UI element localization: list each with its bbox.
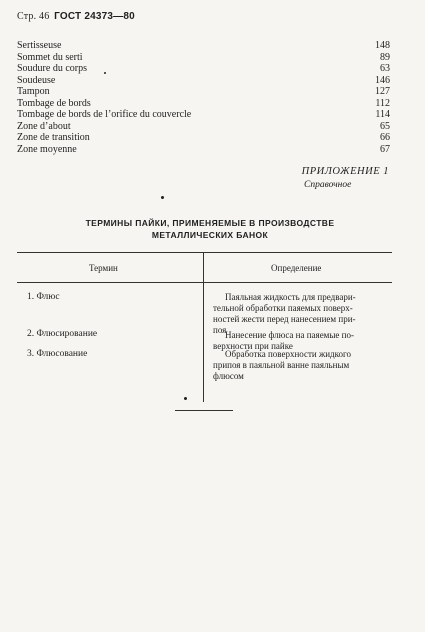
table-term: 3. Флюсование <box>27 349 88 359</box>
header-column-divider <box>203 252 204 282</box>
index-term: Zone de transition <box>17 132 90 143</box>
index-entry <box>17 132 390 144</box>
index-term: Soudeuse <box>17 74 56 86</box>
terms-table <box>17 252 392 402</box>
index-entry <box>17 121 390 133</box>
table-header-rule <box>17 282 392 283</box>
index-page: 127 <box>375 86 390 97</box>
index-term: Tampon <box>17 86 50 97</box>
standard-code: ГОСТ 24373—80 <box>54 11 135 22</box>
table-definition: Нанесение флюса на паяемые по- верхности при пайке <box>213 330 354 351</box>
index-term: Sertisseuse <box>17 40 62 51</box>
table-top-rule <box>17 252 392 253</box>
index-entry <box>17 63 390 75</box>
index-page: 114 <box>375 109 390 120</box>
index-list <box>17 40 390 155</box>
index-page: 148 <box>375 40 390 51</box>
appendix-title: ПРИЛОЖЕНИЕ 1 <box>301 166 389 177</box>
print-speck <box>104 72 106 74</box>
section-heading <box>60 217 360 241</box>
index-page: 146 <box>375 74 390 86</box>
index-page: 66 <box>380 132 390 143</box>
table-definition: Обработка поверхности жидкого припоя в паяльной ванне паяльным флюсом <box>213 349 351 381</box>
end-rule <box>175 410 233 411</box>
index-term: Zone moyenne <box>17 143 77 155</box>
index-term: Sommet du serti <box>17 51 83 63</box>
section-heading-line: ТЕРМИНЫ ПАЙКИ, ПРИМЕНЯЕМЫЕ В ПРОИЗВОДСТВЕ <box>85 218 335 228</box>
index-page: 67 <box>380 143 390 155</box>
page-number: Стр. 46 <box>17 11 50 22</box>
index-entry <box>17 144 390 156</box>
index-entry <box>17 40 390 52</box>
table-definition: Паяльная жидкость для предвари- тельной обработки паяемых поверх- ностей жести перед нанесением при- поя <box>213 292 356 335</box>
index-entry <box>17 98 390 110</box>
index-term: Tombage de bords <box>17 97 91 109</box>
section-heading-line: МЕТАЛЛИЧЕСКИХ БАНОК <box>151 230 269 240</box>
index-page: 112 <box>375 97 390 109</box>
index-term: Soudure du corps <box>17 63 87 74</box>
table-term: 2. Флюсирование <box>27 329 98 339</box>
print-speck <box>161 196 164 199</box>
index-term: Zone d’about <box>17 120 71 132</box>
table-term: 1. Флюс <box>27 292 60 302</box>
body-column-divider <box>203 282 204 402</box>
index-page: 65 <box>380 120 390 132</box>
index-page: 89 <box>380 51 390 63</box>
index-entry <box>17 75 390 87</box>
appendix-subtitle: Справочное <box>304 180 352 190</box>
column-header-definition: Определение <box>271 263 322 273</box>
column-header-term: Термин <box>89 263 118 273</box>
index-term: Tombage de bords de l’orifice du couvercle <box>17 109 192 120</box>
index-entry <box>17 86 390 98</box>
index-entry <box>17 52 390 64</box>
print-speck <box>184 397 187 400</box>
page-header <box>17 11 135 22</box>
index-entry <box>17 109 390 121</box>
index-page: 63 <box>380 63 390 74</box>
